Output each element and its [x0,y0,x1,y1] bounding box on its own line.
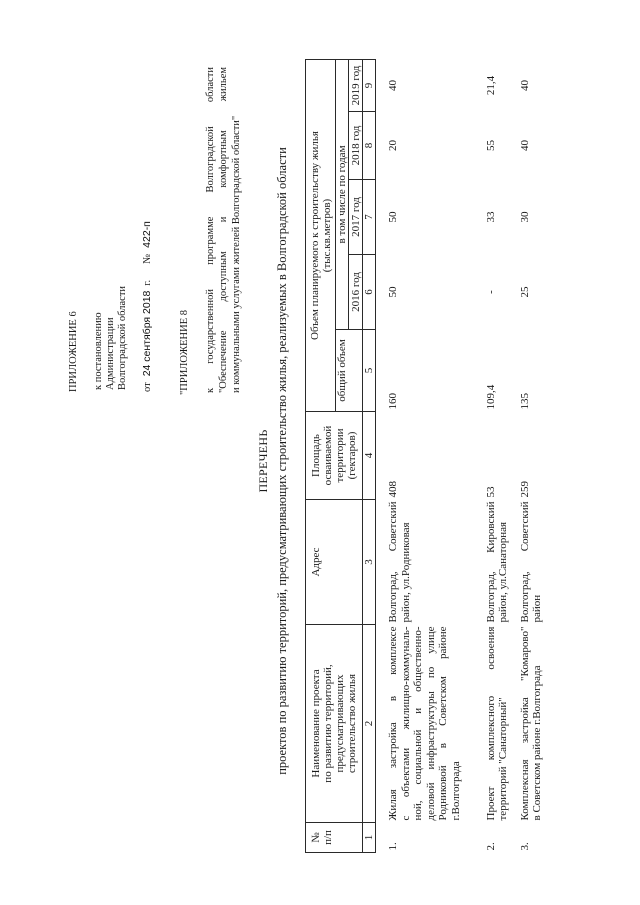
area-value: 408 [387,481,399,498]
header-by-years: в том числе по годам [336,59,349,329]
volume-2018-value: 40 [518,140,531,151]
projects-table [305,59,555,853]
project-name-cell [515,625,555,823]
project-name-line: Жилая застройка в комплексе [387,626,399,821]
project-name-cell [376,625,479,823]
annex-6-line-resolution: к постановлению [93,312,104,390]
volume-2019-value: 40 [387,79,399,91]
header-name-line: по развитию территорий, [322,664,334,783]
header-area-line: (гектаров) [346,431,358,480]
address-line: Волгоград, Советский [518,501,531,623]
header-year-2016: 2016 год [349,255,363,330]
program-line: к государственной программе Волгоградской области [205,67,216,393]
header-area [306,412,363,500]
column-number: 3 [363,500,376,625]
header-area-line: территории [334,428,346,483]
area-value: 53 [484,486,497,498]
project-name-line: деловой инфраструктуры по улице [424,626,437,821]
address-cell [515,500,555,625]
column-number: 7 [363,180,376,255]
total-volume-value: 135 [518,393,531,410]
annex-6-line-administration: Администрации [105,317,116,390]
project-name-line: г.Волгограда [449,761,462,821]
address-line: район, ул.Санаторная [497,521,510,623]
number-sign: № [142,253,153,264]
program-reference [204,67,243,393]
column-number: 6 [363,255,376,330]
column-number: 1 [363,823,376,853]
address-line: Волгоград, Кировский [484,501,497,623]
annex-6-line-region: Волгоградской области [117,285,128,390]
project-name-line: с объектами жилищно-коммуналь- [399,626,412,821]
row-number: 3. [518,842,531,851]
table-row [479,59,515,852]
header-year-2017: 2017 год [349,180,363,255]
volume-2019-value: 21,4 [484,75,497,96]
project-name-cell [479,625,515,823]
resolution-date-line [141,221,155,392]
annex-6-title: ПРИЛОЖЕНИЕ 6 [68,311,79,392]
volume-2016-value: 50 [387,286,399,298]
header-address: Адрес [306,500,363,625]
header-number-line: № [310,832,322,843]
date-prefix: от [142,382,153,392]
column-number: 5 [363,330,376,412]
resolution-date: 24 сентября 2018 [141,290,153,377]
year-suffix: г. [142,279,153,286]
document-subtitle: проектов по развитию территорий, предусматривающих строительство жилья, реализуемых в Волгоградской области [275,147,289,775]
program-line: "Обеспечение доступным и комфортным жильем [218,67,229,393]
header-name-line: предусматривающих [334,674,346,773]
volume-2017-value: 50 [387,211,399,223]
address-line: район, ул.Родниковая [399,522,412,623]
header-name-line: строительство жилья [346,673,358,774]
header-area-line: Площадь [310,434,322,477]
address-line: Волгоград, Советский [387,501,399,623]
document-title: ПЕРЕЧЕНЬ [256,429,270,493]
area-value: 259 [518,481,531,498]
project-name-line: в Советском районе г.Волгограда [531,665,544,821]
column-number: 4 [363,412,376,500]
header-area-line: осваиваемой [322,425,334,486]
address-line: район [531,594,544,623]
volume-2017-value: 30 [518,211,531,223]
project-name-line: Проект комплексного освоения [484,626,497,821]
project-name-line: Комплексная застройка "Комарово" [518,626,531,821]
column-number-row [363,59,376,852]
program-line: и коммунальными услугами жителей Волгоградской области" [231,115,242,393]
table-row [515,59,555,852]
project-name-line: ной, социальной и общественно- [412,626,425,821]
project-name-line: Родниковой в Советском районе [437,626,450,821]
column-number: 2 [363,625,376,823]
total-volume-value: 109,4 [484,384,497,410]
header-number-line: п/п [322,830,334,845]
address-cell [376,500,479,625]
header-volume-line: (тыс.кв.метров) [321,198,333,273]
header-project-name [306,625,363,823]
volume-2018-value: 20 [387,140,399,151]
address-cell [479,500,515,625]
header-number [306,823,363,853]
row-number: 1. [387,842,399,851]
header-volume-line: Объем планируемого к строительству жилья [309,131,321,340]
project-name-line: территорий "Санаторный" [497,697,510,821]
resolution-number: 422-п [141,221,153,248]
header-planned-volume [306,59,336,411]
header-name-line: Наименование проекта [310,669,322,778]
row-number: 2. [484,842,497,851]
table-row [376,59,479,852]
header-year-2018: 2018 год [349,112,363,180]
column-number: 8 [363,112,376,180]
volume-2016-value: 25 [518,286,531,298]
header-row [306,59,336,852]
column-number: 9 [363,59,376,111]
header-year-2019: 2019 год [349,59,363,111]
volume-2017-value: 33 [484,211,497,223]
volume-2018-value: 55 [484,140,497,151]
volume-2016-value: - [484,290,497,294]
header-total-volume: общий объем [336,330,363,412]
total-volume-value: 160 [387,393,399,410]
annex-8-title: "ПРИЛОЖЕНИЕ 8 [179,309,190,395]
volume-2019-value: 40 [518,79,531,91]
